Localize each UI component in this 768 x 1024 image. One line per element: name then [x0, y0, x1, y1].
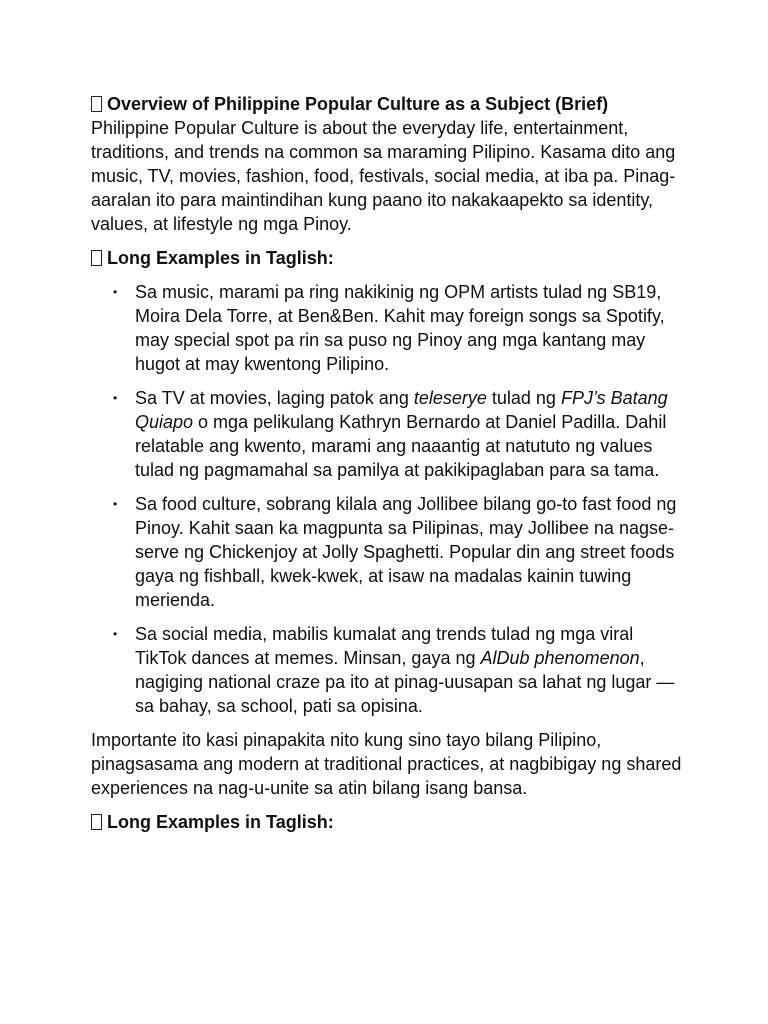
- bullet-icon: •: [113, 391, 118, 405]
- overview-heading: [91, 92, 688, 116]
- list-item-social-media: [113, 622, 688, 718]
- list-item-text-end: , nagiging national craze pa ito at pinag-uusapan sa lahat ng lugar — sa bahay, sa school, pati sa opisina.: [135, 648, 675, 716]
- conclusion-paragraph: Importante ito kasi pinapakita nito kung sino tayo bilang Pilipino, pinagsasama ang modern at traditional practices, at nagbibigay ng shared experiences na nag-u-unite sa atin bilang isang bansa.: [91, 730, 682, 798]
- list-item-text: Sa food culture, sobrang kilala ang Jollibee bilang go-to fast food ng Pinoy. Kahit saan ka magpunta sa Pilipinas, may Jollibee na nagse-serve ng Chickenjoy at Jolly Spaghetti. Popular din ang street foods gaya ng fishball, kwek-kwek, at isaw na madalas kainin tuwing merienda.: [135, 494, 677, 610]
- missing-glyph-icon: [91, 814, 102, 830]
- list-item-text-start: Sa social media, mabilis kumalat ang trends tulad ng mga viral TikTok dances at memes. Minsan, gaya ng: [135, 624, 634, 668]
- emphasis-teleserye: teleserye: [413, 388, 487, 408]
- missing-glyph-icon: [91, 96, 102, 112]
- overview-title: Overview of Philippine Popular Culture as a Subject (Brief): [107, 94, 609, 114]
- emphasis-phenomenon: AlDub phenomenon: [480, 648, 640, 668]
- emphasis-show-title: FPJ’s Batang Quiapo: [135, 388, 668, 432]
- list-item-food: [113, 492, 688, 612]
- list-item-text-start: Sa TV at movies, laging patok ang: [135, 388, 414, 408]
- missing-glyph-icon: [91, 250, 102, 266]
- examples-heading: [91, 246, 688, 270]
- list-item-text-mid: tulad ng: [486, 388, 561, 408]
- second-examples-heading: [91, 810, 688, 834]
- overview-paragraph: Philippine Popular Culture is about the everyday life, entertainment, traditions, and trends na common sa maraming Pilipino. Kasama dito ang music, TV, movies, fashion, food, festivals, social media, at iba pa. Pinag-aaralan ito para maintindihan kung paano ito nakakaapekto sa identity, values, at lifestyle ng mga Pinoy.: [91, 118, 676, 234]
- list-item-text: Sa music, marami pa ring nakikinig ng OPM artists tulad ng SB19, Moira Dela Torre, at Ben&Ben. Kahit may foreign songs sa Spotify, may special spot pa rin sa puso ng Pinoy ang mga kantang may hugot at may kwentong Pilipino.: [135, 282, 665, 374]
- list-item-tv-movies: [113, 386, 688, 482]
- second-examples-title: Long Examples in Taglish:: [107, 812, 334, 832]
- list-item-text-end: o mga pelikulang Kathryn Bernardo at Daniel Padilla. Dahil relatable ang kwento, marami ang naaantig at natututo ng values tulad ng pagmamahal sa pamilya at pakikipaglaban para sa tama.: [135, 412, 667, 480]
- bullet-icon: •: [113, 627, 118, 641]
- examples-title: Long Examples in Taglish:: [107, 248, 334, 268]
- list-item-music: [113, 280, 688, 376]
- examples-list: [91, 280, 688, 718]
- bullet-icon: •: [113, 497, 118, 511]
- bullet-icon: •: [113, 285, 118, 299]
